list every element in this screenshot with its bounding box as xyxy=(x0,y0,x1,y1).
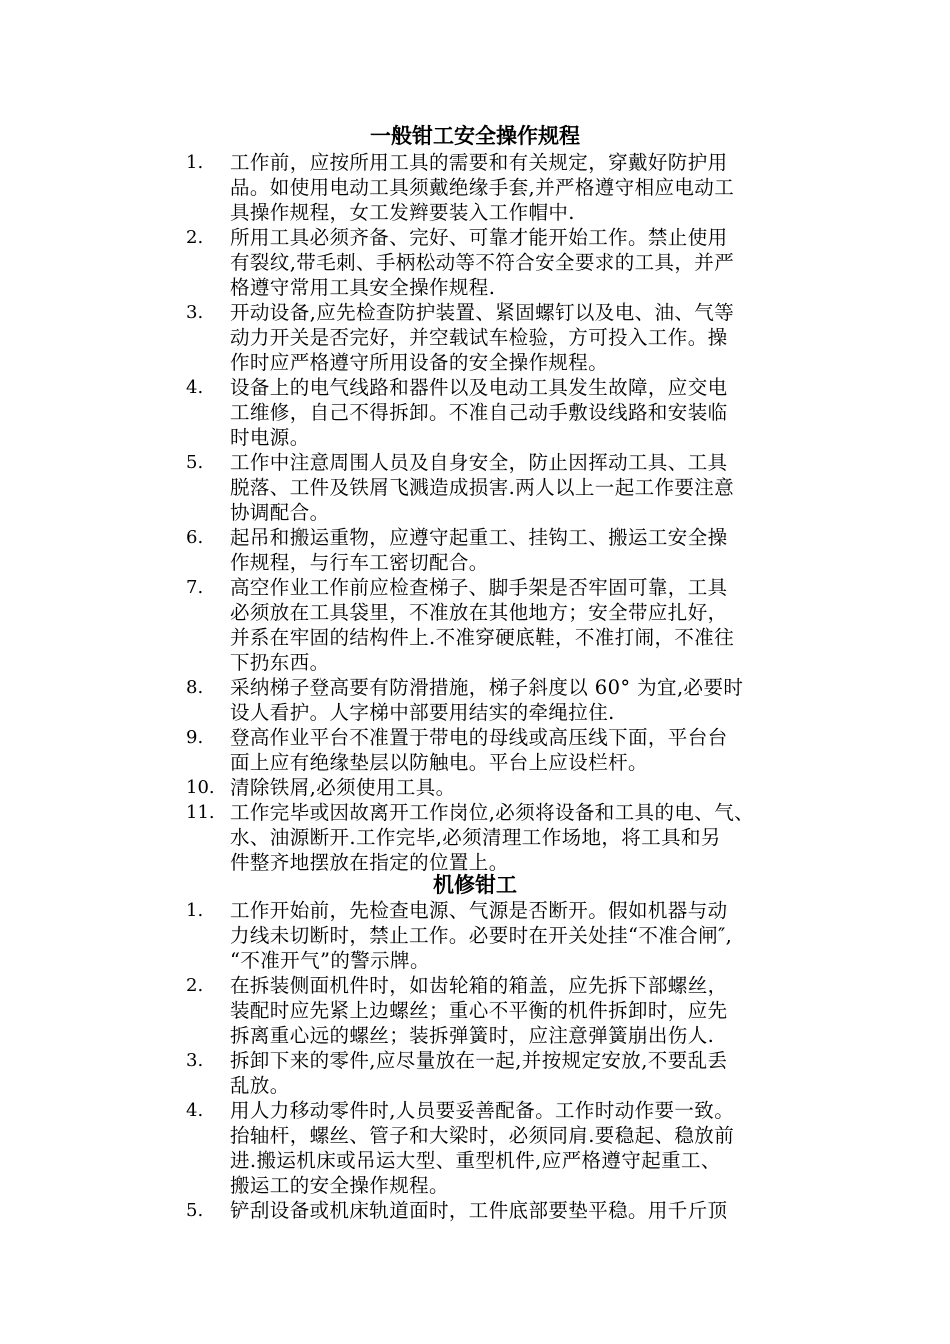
rule-number: 6. xyxy=(186,527,204,548)
rule-text-line: 动力开关是否完好，并空载试车检验，方可投入工作。操 xyxy=(230,326,728,349)
rule-number: 1. xyxy=(186,152,204,173)
rule-item xyxy=(0,675,950,725)
rule-text-line: 清除铁屑,必须使用工具。 xyxy=(230,776,456,799)
rule-text-line: 设人看护。人字梯中部要用结实的牵绳拉住. xyxy=(230,701,615,724)
rule-text-line: 水、油源断开.工作完毕,必须清理工作场地，将工具和另 xyxy=(230,826,721,849)
rule-item xyxy=(0,375,950,450)
rule-item xyxy=(0,225,950,300)
rule-item xyxy=(0,1098,950,1198)
rule-item xyxy=(0,300,950,375)
rule-text-line: 工作中注意周围人员及自身安全，防止因挥动工具、工具 xyxy=(230,451,728,474)
rule-text-line: 作时应严格遵守所用设备的安全操作规程。 xyxy=(230,351,609,374)
rule-text-line: “不准开气”的警示牌。 xyxy=(230,949,430,972)
rule-text-line: 协调配合。 xyxy=(230,501,330,524)
rule-number: 8. xyxy=(186,677,204,698)
rule-text-line: 工作完毕或因故离开工作岗位,必须将设备和工具的电、气、 xyxy=(230,801,754,824)
rule-item xyxy=(0,973,950,1048)
rule-item xyxy=(0,150,950,225)
rule-text-line: 必须放在工具袋里，不准放在其他地方；安全带应扎好， xyxy=(230,601,728,624)
maintenance-fitter-rules-list xyxy=(0,898,950,1223)
rule-text-line: 装配时应先紧上边螺丝；重心不平衡的机件拆卸时，应先 xyxy=(230,999,728,1022)
rule-item xyxy=(0,800,950,875)
rule-item xyxy=(0,775,950,800)
rule-number: 3. xyxy=(186,1050,204,1071)
rule-text-line: 乱放。 xyxy=(230,1074,290,1097)
rule-text-line: 面上应有绝缘垫层以防触电。平台上应设栏杆。 xyxy=(230,751,648,774)
rule-text-line: 登高作业平台不准置于带电的母线或高压线下面，平台台 xyxy=(230,726,728,749)
rule-text-line: 抬轴杆，螺丝、管子和大梁时，必须同肩.要稳起、稳放前 xyxy=(230,1124,735,1147)
rule-text-line: 具操作规程，女工发辫要装入工作帽中. xyxy=(230,201,575,224)
rule-text-line: 有裂纹,带毛刺、手柄松动等不符合安全要求的工具，并严 xyxy=(230,251,735,274)
rule-number: 7. xyxy=(186,577,204,598)
rule-item xyxy=(0,575,950,675)
rule-text-line: 所用工具必须齐备、完好、可靠才能开始工作。禁止使用 xyxy=(230,226,728,249)
rule-text-line: 工作开始前，先检查电源、气源是否断开。假如机器与动 xyxy=(230,899,728,922)
rule-item xyxy=(0,525,950,575)
rule-text-line: 件整齐地摆放在指定的位置上。 xyxy=(230,851,509,874)
rule-text-line: 高空作业工作前应检查梯子、脚手架是否牢固可靠，工具 xyxy=(230,576,728,599)
rule-text-line: 下扔东西。 xyxy=(230,651,330,674)
rule-number: 3. xyxy=(186,302,204,323)
rule-text-line: 拆卸下来的零件,应尽量放在一起,并按规定安放,不要乱丢 xyxy=(230,1049,728,1072)
rule-number: 9. xyxy=(186,727,204,748)
section-title-maintenance-fitter: 机修钳工 xyxy=(433,873,517,897)
rule-text-line: 起吊和搬运重物，应遵守起重工、挂钩工、搬运工安全操 xyxy=(230,526,728,549)
section-title-general-fitter: 一般钳工安全操作规程 xyxy=(370,124,580,148)
rule-text-line: 作规程，与行车工密切配合。 xyxy=(230,551,489,574)
rule-text-line: 并系在牢固的结构件上.不准穿硬底鞋，不准打闹，不准往 xyxy=(230,626,735,649)
rule-number: 10. xyxy=(186,777,215,798)
general-fitter-rules-list xyxy=(0,150,950,875)
rule-text-line: 脱落、工件及铁屑飞溅造成损害.两人以上一起工作要注意 xyxy=(230,476,735,499)
rule-text-line: 采纳梯子登高要有防滑措施，梯子斜度以 60° 为宜,必要时 xyxy=(230,676,744,699)
rule-number: 2. xyxy=(186,227,204,248)
rule-text-line: 品。如使用电动工具须戴绝缘手套,并严格遵守相应电动工 xyxy=(230,176,735,199)
rule-text-line: 时电源。 xyxy=(230,426,310,449)
rule-text-line: 在拆装侧面机件时，如齿轮箱的箱盖，应先拆下部螺丝， xyxy=(230,974,728,997)
rule-item xyxy=(0,450,950,525)
rule-item xyxy=(0,725,950,775)
rule-text-line: 铲刮设备或机床轨道面时，工件底部要垫平稳。用千斤顶 xyxy=(230,1199,728,1222)
rule-item xyxy=(0,1048,950,1098)
rule-number: 4. xyxy=(186,377,204,398)
rule-text-line: 工维修，自己不得拆卸。不准自己动手敷设线路和安装临 xyxy=(230,401,728,424)
rule-number: 4. xyxy=(186,1100,204,1121)
rule-text-line: 进.搬运机床或吊运大型、重型机件,应严格遵守起重工、 xyxy=(230,1149,721,1172)
rule-text-line: 力线未切断时，禁止工作。必要时在开关处挂“不准合闸″, xyxy=(230,924,733,947)
rule-item xyxy=(0,1198,950,1223)
rule-text-line: 用人力移动零件时,人员要妥善配备。工作时动作要一致。 xyxy=(230,1099,735,1122)
rule-item xyxy=(0,898,950,973)
rule-text-line: 设备上的电气线路和器件以及电动工具发生故障，应交电 xyxy=(230,376,728,399)
rule-text-line: 格遵守常用工具安全操作规程. xyxy=(230,276,496,299)
rule-text-line: 拆离重心远的螺丝；装拆弹簧时，应注意弹簧崩出伤人. xyxy=(230,1024,715,1047)
rule-text-line: 工作前，应按所用工具的需要和有关规定，穿戴好防护用 xyxy=(230,151,728,174)
rule-number: 2. xyxy=(186,975,204,996)
rule-text-line: 搬运工的安全操作规程。 xyxy=(230,1174,449,1197)
rule-number: 11. xyxy=(186,802,215,823)
rule-text-line: 开动设备,应先检查防护装置、紧固螺钉以及电、油、气等 xyxy=(230,301,735,324)
rule-number: 1. xyxy=(186,900,204,921)
rule-number: 5. xyxy=(186,452,204,473)
rule-number: 5. xyxy=(186,1200,204,1221)
